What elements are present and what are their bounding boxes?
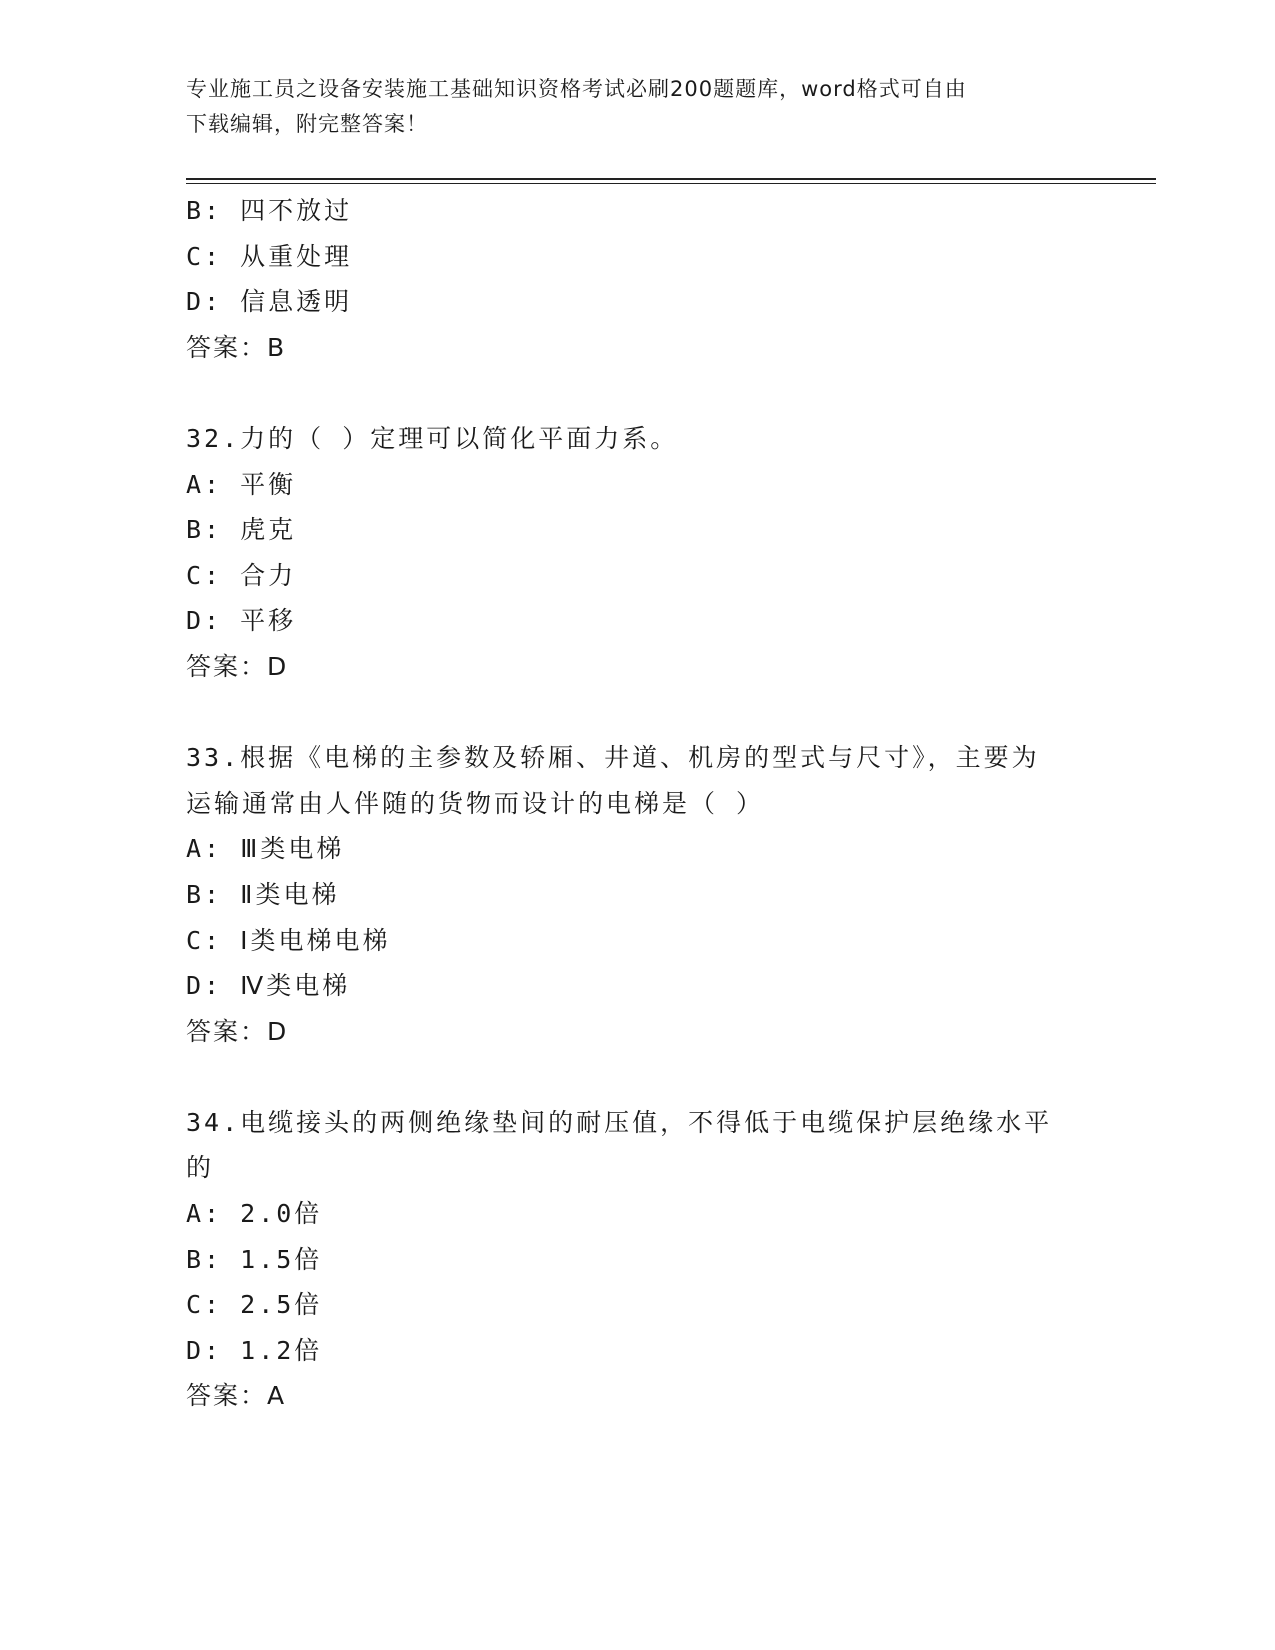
- option-d: D: 信息透明: [186, 287, 353, 317]
- option-a: A: 平衡: [186, 469, 297, 499]
- question-stem: 34.电缆接头的两侧绝缘垫间的耐压值，不得低于电缆保护层绝缘水平: [186, 1107, 1053, 1137]
- question-32: [186, 416, 1086, 690]
- option-b: B: 四不放过: [186, 196, 353, 225]
- option-d: D: Ⅳ类电梯: [186, 971, 351, 1001]
- answer-line: 答案：A: [186, 1381, 287, 1411]
- question-stem: 32.力的（ ）定理可以简化平面力系。: [186, 423, 679, 453]
- option-d: D: 1.2倍: [186, 1335, 323, 1365]
- spacer: [186, 1054, 1086, 1100]
- header-rule-thick: [186, 178, 1156, 180]
- spacer: [186, 370, 1086, 416]
- option-c: C: 合力: [186, 560, 297, 590]
- option-c: C: 从重处理: [186, 241, 353, 271]
- header-line-1: 专业施工员之设备安装施工基础知识资格考试必刷200题题库，word格式可自由: [186, 77, 967, 101]
- spacer: [186, 690, 1086, 736]
- question-stem: 33.根据《电梯的主参数及轿厢、井道、机房的型式与尺寸》，主要为: [186, 743, 1040, 773]
- question-stem-continued: 的: [186, 1153, 215, 1183]
- answer-line: 答案：B: [186, 332, 287, 362]
- header-rule-thin: [186, 183, 1156, 184]
- header-line-2: 下载编辑，附完整答案！: [186, 112, 428, 136]
- question-31-continuation: [186, 188, 1086, 370]
- option-b: B: 1.5倍: [186, 1244, 323, 1274]
- question-list: [186, 188, 1086, 1419]
- question-34: [186, 1100, 1086, 1419]
- option-b: B: 虎克: [186, 515, 297, 545]
- option-d: D: 平移: [186, 606, 297, 636]
- question-33: [186, 735, 1086, 1054]
- option-c: C: Ⅰ类电梯电梯: [186, 925, 391, 955]
- question-stem-continued: 运输通常由人伴随的货物而设计的电梯是（ ）: [186, 788, 765, 818]
- option-b: B: Ⅱ类电梯: [186, 879, 340, 909]
- answer-line: 答案：D: [186, 1016, 289, 1046]
- option-c: C: 2.5倍: [186, 1290, 323, 1320]
- option-a: A: Ⅲ类电梯: [186, 834, 345, 864]
- option-a: A: 2.0倍: [186, 1199, 323, 1229]
- document-header: [186, 72, 1086, 142]
- answer-line: 答案：D: [186, 651, 289, 681]
